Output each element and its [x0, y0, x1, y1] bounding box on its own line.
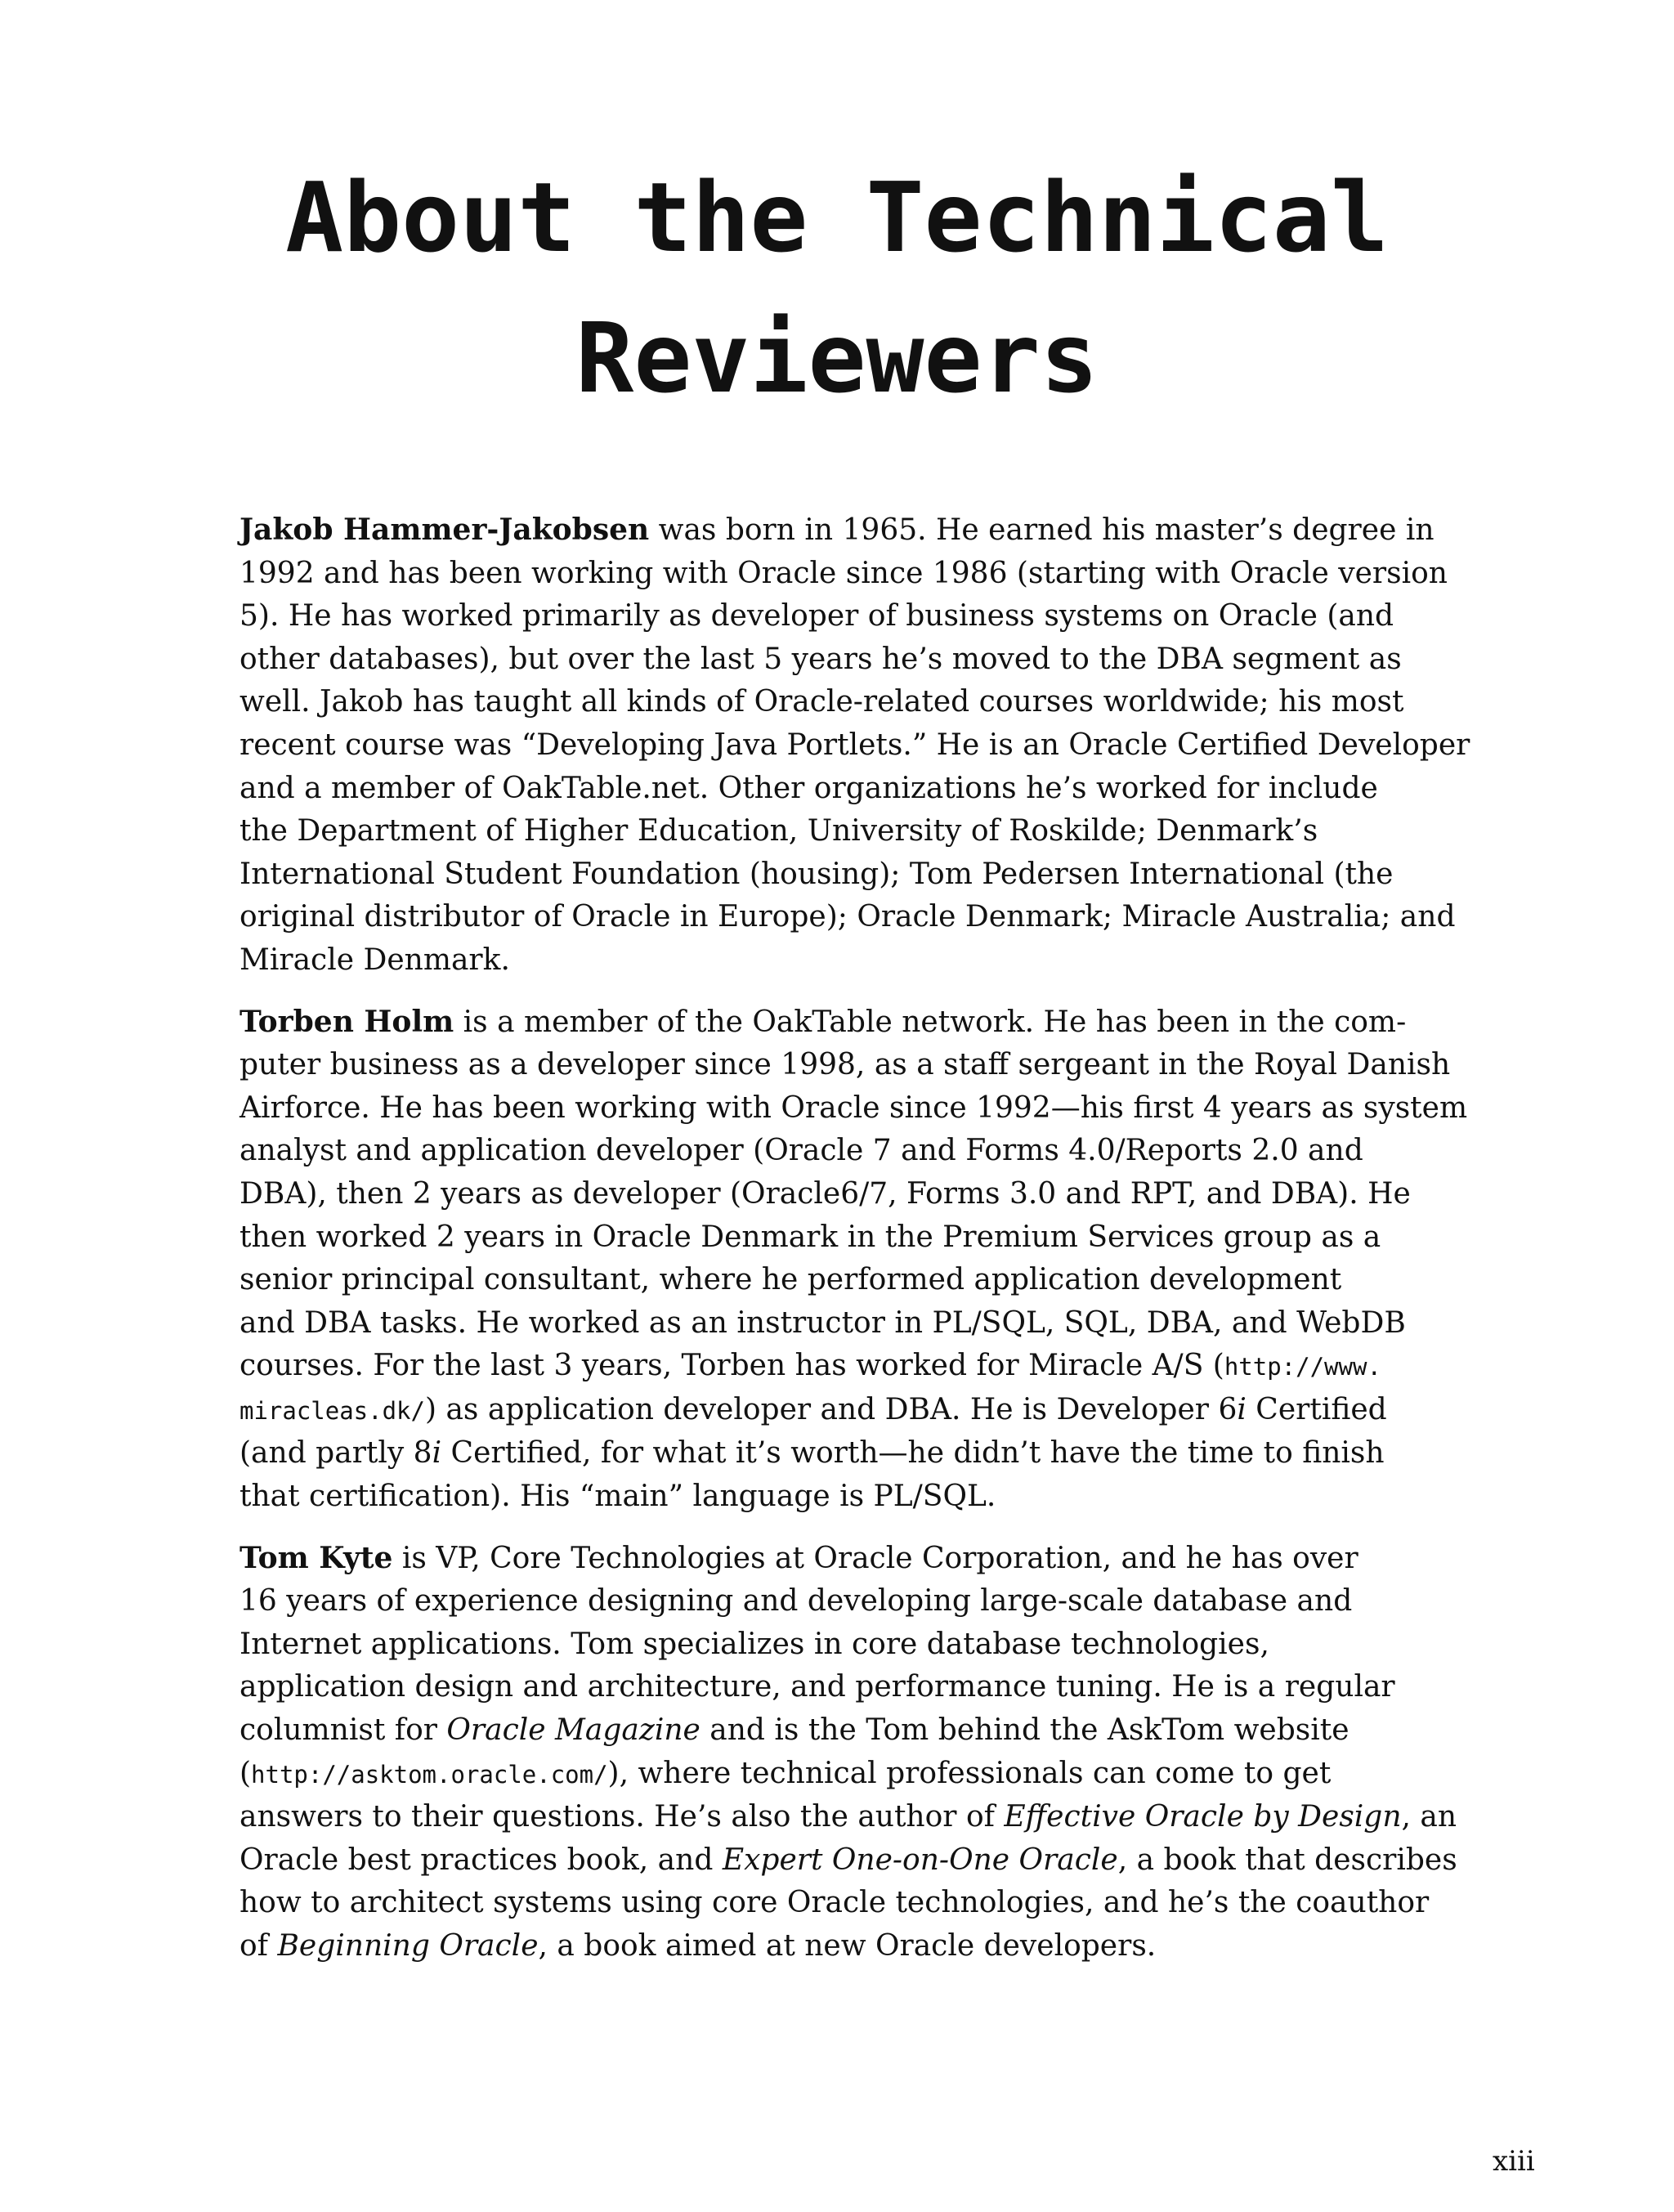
text-run: senior principal consultant, where he performed application development — [239, 1263, 1342, 1297]
text-line — [239, 1044, 1451, 1087]
italic-text: Beginning Oracle — [277, 1929, 539, 1963]
text-line — [239, 810, 1400, 853]
text-line — [239, 1580, 1400, 1623]
text-run: is VP, Core Technologies at Oracle Corporation, and he has over — [392, 1541, 1358, 1575]
text-line — [239, 1753, 1400, 1797]
text-line — [239, 681, 1404, 724]
url-text: http://www. — [1224, 1353, 1381, 1381]
text-run: was born in 1965. He earned his master’s degree in — [649, 513, 1435, 547]
text-run: that certification). His “main” language is PL/SQL. — [239, 1480, 996, 1514]
text-run: and is the Tom behind the AskTom website — [700, 1713, 1349, 1748]
text-run: well. Jakob has taught all kinds of Oracle-related courses worldwide; his most — [239, 685, 1404, 719]
text-line — [239, 939, 1400, 983]
text-run: other databases), but over the last 5 years he’s moved to the DBA segment as — [239, 642, 1402, 676]
text-line — [239, 896, 1456, 939]
text-run: 16 years of experience designing and developing large-scale database and — [239, 1584, 1353, 1619]
reviewer-name: Tom Kyte — [239, 1540, 393, 1575]
text-line — [239, 1216, 1400, 1260]
text-line — [239, 724, 1470, 768]
text-line — [239, 1925, 1400, 1968]
reviewer-bios — [239, 508, 1470, 1986]
text-run: recent course was “Developing Java Portlets.” He is an Oracle Certified Developer — [239, 728, 1470, 762]
italic-text: Expert One-on-One Oracle — [722, 1843, 1118, 1877]
text-line — [239, 1259, 1400, 1302]
italic-text: Oracle Magazine — [446, 1713, 700, 1748]
text-run: and DBA tasks. He worked as an instructor in PL/SQL, SQL, DBA, and WebDB — [239, 1305, 1406, 1340]
text-run: , a book aimed at new Oracle developers. — [538, 1929, 1157, 1963]
text-run: courses. For the last 3 years, Torben has worked for Miracle A/S ( — [239, 1349, 1224, 1383]
text-line — [239, 1432, 1400, 1475]
text-run: answers to their questions. He’s also the author of — [239, 1800, 1005, 1834]
text-run: the Department of Higher Education, University of Roskilde; Denmark’s — [239, 814, 1318, 849]
text-line — [239, 1001, 1407, 1045]
text-run: original distributor of Oracle in Europe); Oracle Denmark; Miracle Australia; and — [239, 900, 1456, 934]
text-line — [239, 1130, 1400, 1173]
text-line — [239, 1796, 1457, 1839]
text-run: then worked 2 years in Oracle Denmark in the Premium Services group as a — [239, 1220, 1381, 1254]
text-run: , a book that describes — [1117, 1843, 1457, 1877]
text-line — [239, 1882, 1430, 1925]
page-title — [0, 147, 1674, 428]
text-run: Internet applications. Tom specializes in core database technologies, — [239, 1627, 1269, 1661]
text-line — [239, 1666, 1400, 1709]
text-line — [239, 853, 1400, 897]
text-line — [239, 1709, 1400, 1753]
title-line-1: About the Technical — [285, 161, 1389, 274]
text-line — [239, 595, 1400, 638]
text-line — [239, 1623, 1400, 1667]
text-run: ), where technical professionals can come to get — [607, 1756, 1332, 1790]
text-run: of — [239, 1929, 278, 1963]
text-line — [239, 1839, 1457, 1883]
text-run: puter business as a developer since 1998, as a staff sergeant in the Royal Danish — [239, 1048, 1451, 1082]
text-run: is a member of the OakTable network. He has been in the com- — [454, 1005, 1407, 1039]
italic-text: i — [432, 1436, 442, 1471]
italic-text: i — [1237, 1392, 1247, 1426]
text-run: application design and architecture, and performance tuning. He is a regular — [239, 1670, 1395, 1704]
text-run: (and partly 8 — [239, 1436, 432, 1471]
bio-jakob-hammer-jakobsen — [239, 508, 1470, 983]
text-run: Airforce. He has been working with Oracle since 1992—his first 4 years as system — [239, 1090, 1468, 1125]
text-run: columnist for — [239, 1713, 447, 1748]
text-run: International Student Foundation (housing); Tom Pedersen International (the — [239, 857, 1394, 891]
text-line — [239, 768, 1400, 811]
text-line — [239, 508, 1435, 553]
text-line — [239, 638, 1400, 682]
text-run: Certified, for what it’s worth—he didn’t have the time to finish — [441, 1436, 1385, 1471]
text-line — [239, 1345, 1400, 1389]
text-run: how to architect systems using core Oracle technologies, and he’s the coauthor — [239, 1886, 1430, 1920]
bio-torben-holm — [239, 1001, 1468, 1519]
text-run: analyst and application developer (Oracle 7 and Forms 4.0/Reports 2.0 and — [239, 1134, 1363, 1168]
text-run: and a member of OakTable.net. Other organizations he’s worked for include — [239, 771, 1378, 805]
text-run: Oracle best practices book, and — [239, 1843, 723, 1877]
text-line — [239, 1173, 1411, 1216]
text-run: ( — [239, 1756, 252, 1790]
title-line-2: Reviewers — [575, 302, 1099, 414]
text-run: ) as application developer and DBA. He is Developer 6 — [424, 1392, 1238, 1426]
url-text: http://asktom.oracle.com/ — [251, 1760, 608, 1789]
text-line — [239, 1302, 1406, 1346]
text-line — [239, 1087, 1468, 1131]
text-line — [239, 1475, 1400, 1519]
url-text: miracleas.dk/ — [239, 1396, 425, 1425]
text-run: Certified — [1246, 1392, 1387, 1426]
italic-text: Effective Oracle by Design — [1004, 1800, 1402, 1834]
text-line — [239, 1389, 1400, 1433]
text-run: 1992 and has been working with Oracle since 1986 (starting with Oracle version — [239, 556, 1448, 590]
bio-tom-kyte — [239, 1537, 1457, 1968]
text-run: Miracle Denmark. — [239, 943, 510, 977]
text-run: , an — [1401, 1800, 1457, 1834]
text-run: DBA), then 2 years as developer (Oracle6/7, Forms 3.0 and RPT, and DBA). He — [239, 1176, 1411, 1211]
text-line — [239, 1537, 1400, 1581]
text-run: 5). He has worked primarily as developer of business systems on Oracle (and — [239, 599, 1394, 634]
reviewer-name: Torben Holm — [239, 1004, 454, 1039]
reviewer-name: Jakob Hammer-Jakobsen — [239, 513, 650, 547]
page-number: xiii — [1493, 2145, 1535, 2178]
text-line — [239, 553, 1448, 596]
